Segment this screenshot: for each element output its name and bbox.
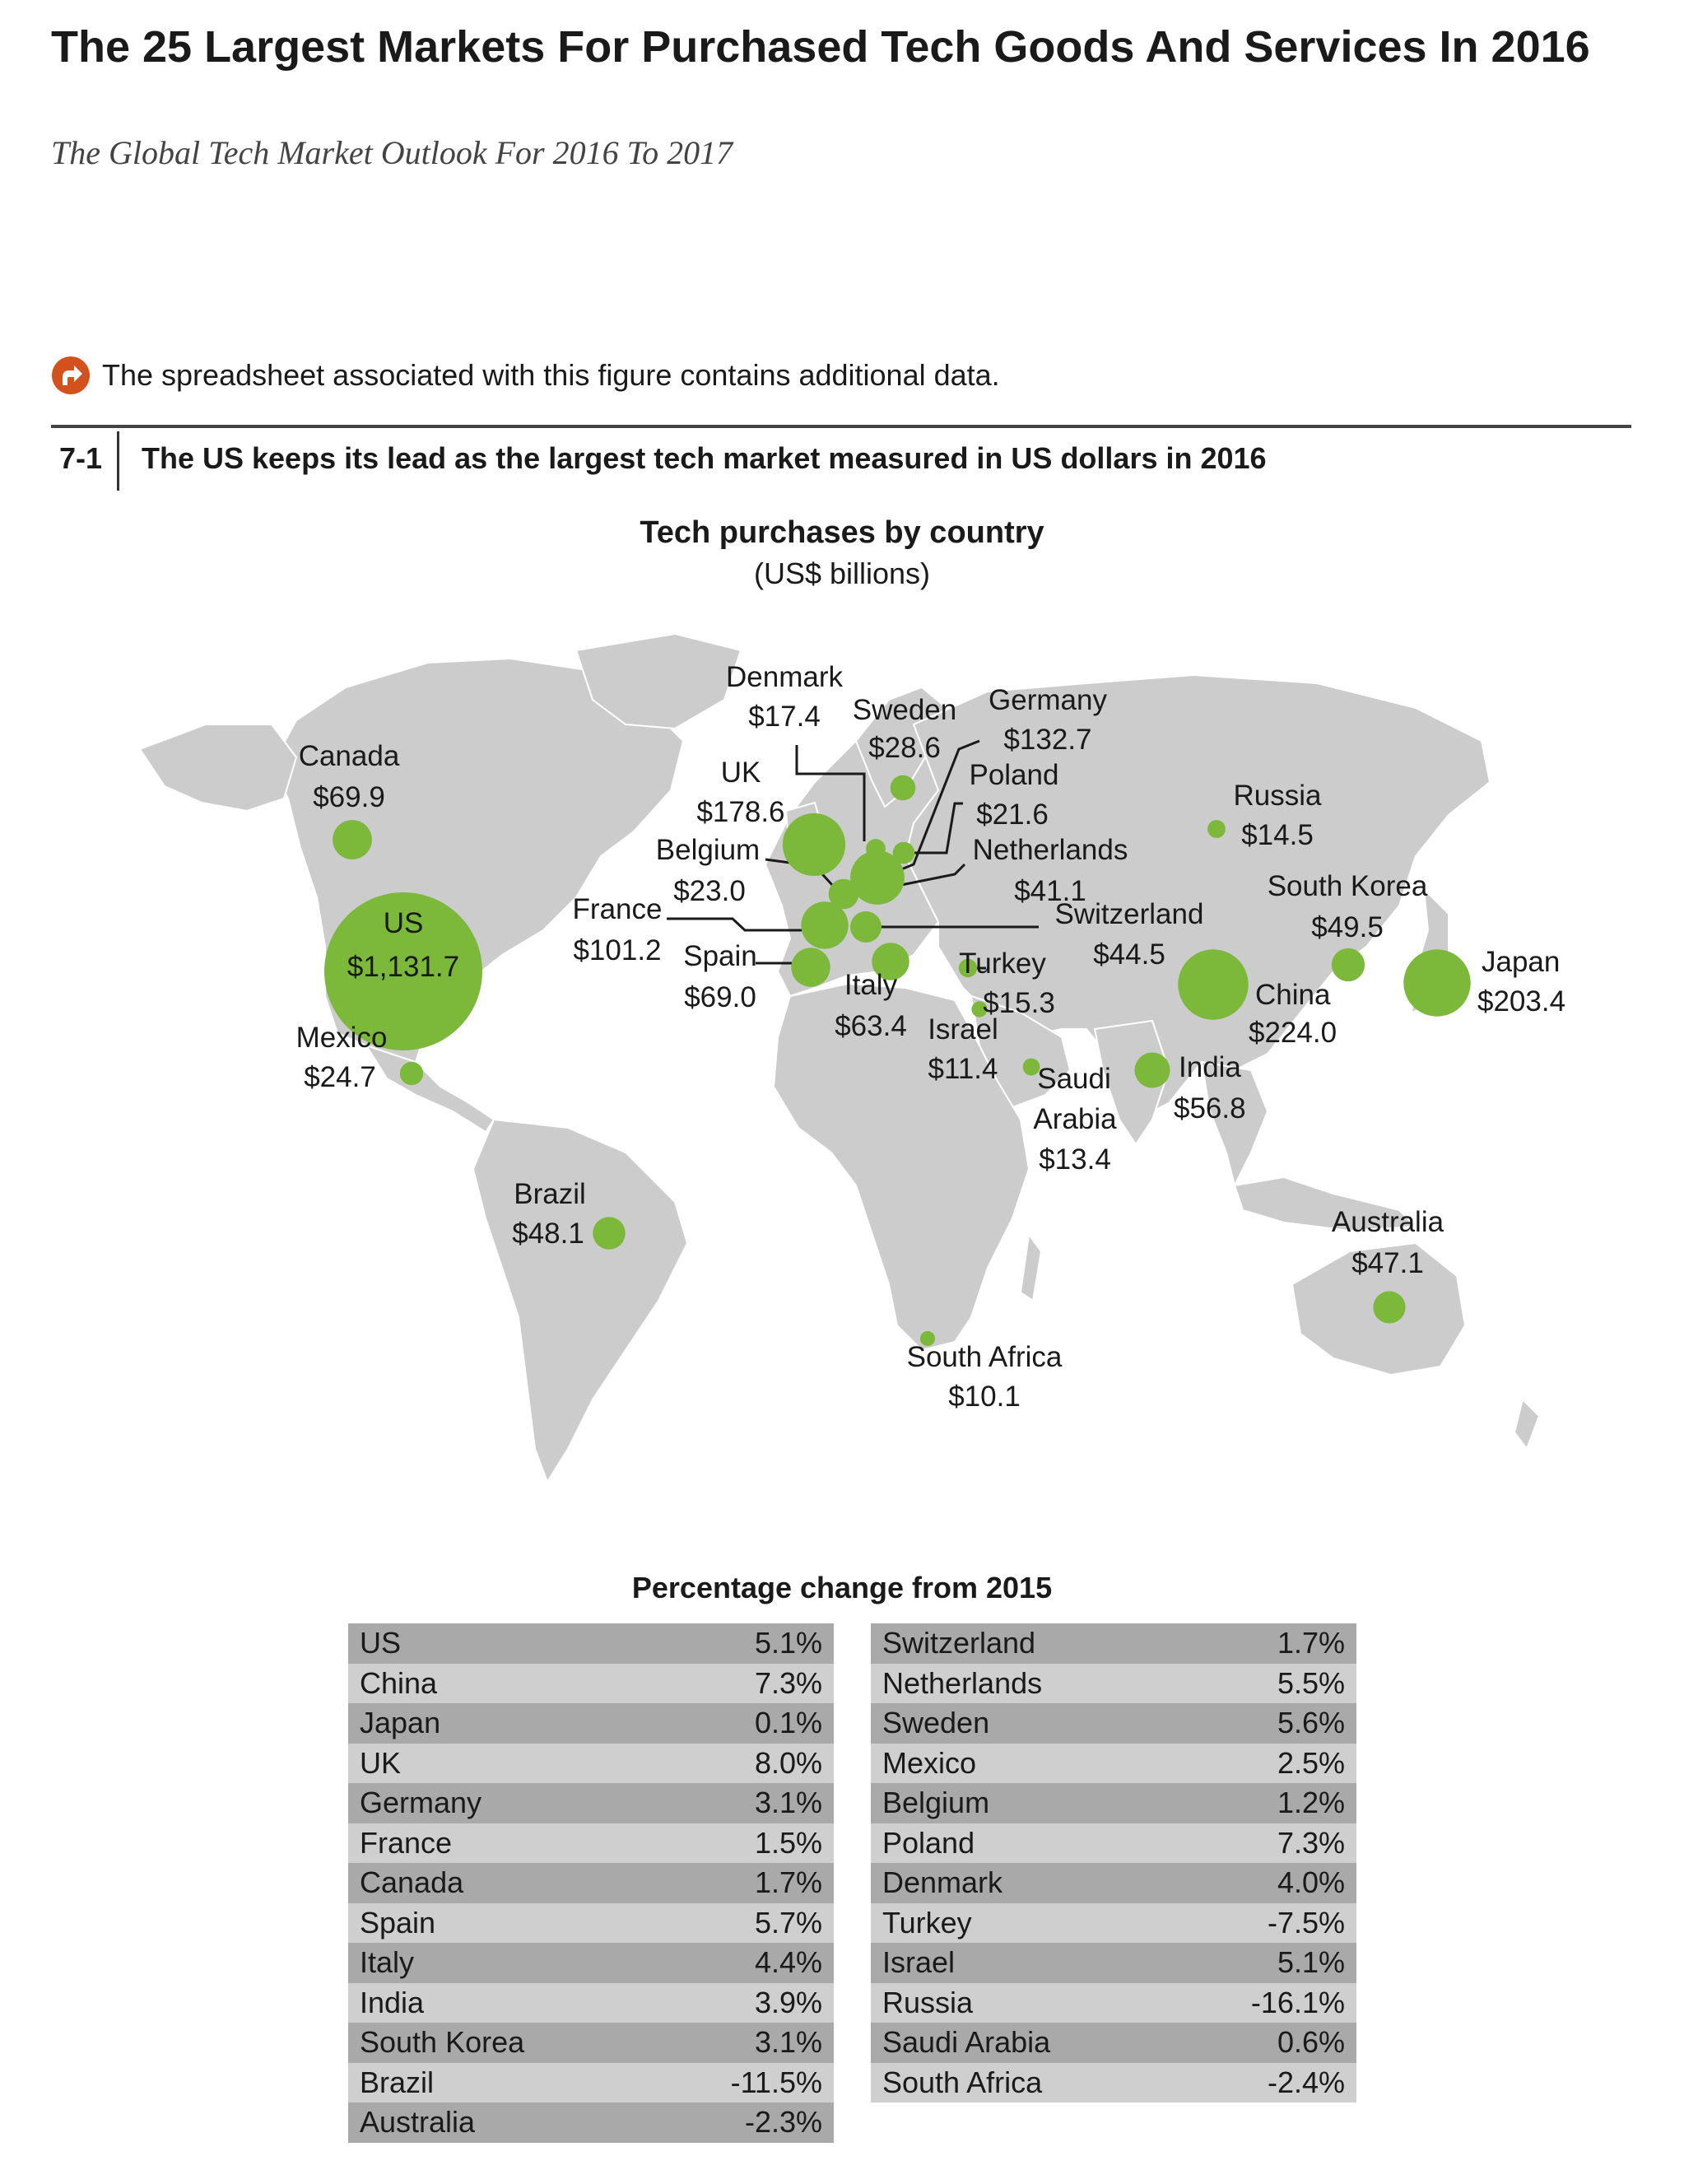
bubble-label-spain: Spain — [683, 940, 757, 972]
change-table-right — [871, 1623, 1356, 2103]
bubble-value-russia: $14.5 — [1241, 819, 1314, 851]
bubble-india — [1135, 1053, 1170, 1088]
bubble-value-switzerland: $44.5 — [1093, 938, 1165, 971]
bubble-brazil — [593, 1217, 626, 1250]
change-cell: 5.1% — [1277, 1945, 1345, 1980]
country-cell: Sweden — [882, 1706, 990, 1740]
figure-caption: The US keeps its lead as the largest tech market measured in US dollars in 2016 — [142, 441, 1267, 475]
bubble-value-poland: $21.6 — [976, 799, 1049, 831]
bubble-sweden — [891, 775, 916, 801]
table-row — [871, 2063, 1356, 2103]
bubble-label-poland: Poland — [969, 759, 1059, 791]
country-cell: Canada — [360, 1865, 464, 1900]
bubble-label-germany: Germany — [989, 684, 1107, 716]
change-cell: 0.6% — [1277, 2025, 1345, 2060]
bubble-value-sweden: $28.6 — [868, 732, 941, 764]
table-row — [871, 2023, 1356, 2063]
table-row — [348, 2023, 834, 2063]
bubble-value-belgium: $23.0 — [673, 875, 746, 907]
chart-title: Tech purchases by country — [640, 515, 1044, 550]
change-cell: 4.4% — [754, 1945, 822, 1980]
country-cell: Brazil — [360, 2065, 435, 2099]
table-row — [871, 1744, 1356, 1784]
bubble-label-us: US — [383, 907, 424, 939]
change-cell: 5.7% — [754, 1905, 822, 1940]
bubble-value-saudi-arabia: $13.4 — [1039, 1143, 1111, 1176]
change-cell: 3.9% — [754, 1985, 822, 2019]
bubble-canada — [333, 820, 372, 859]
table-row — [871, 1703, 1356, 1744]
country-cell: UK — [360, 1745, 402, 1780]
change-cell: 1.2% — [1277, 1786, 1345, 1820]
table-row — [871, 1983, 1356, 2023]
bubble-value-turkey: $15.3 — [983, 987, 1055, 1019]
country-cell: Japan — [360, 1706, 441, 1740]
bubble-value-china: $224.0 — [1249, 1017, 1337, 1049]
bubble-label-south-africa: South Africa — [906, 1341, 1063, 1373]
bubble-value-germany: $132.7 — [1003, 724, 1092, 756]
note-text: The spreadsheet associated with this figure contains additional data. — [102, 358, 1000, 392]
bubble-label-brazil: Brazil — [514, 1178, 586, 1210]
bubble-label-denmark: Denmark — [726, 661, 843, 693]
bubble-value-france: $101.2 — [573, 934, 662, 966]
bubble-value-brazil: $48.1 — [512, 1218, 584, 1250]
bubble-label-australia: Australia — [1331, 1206, 1444, 1238]
bubble-china — [1178, 949, 1248, 1019]
country-cell: France — [360, 1825, 453, 1860]
bubble-label-saudi-arabia-line2: Arabia — [1033, 1103, 1117, 1135]
bubble-japan — [1403, 949, 1470, 1016]
bubble-label-uk: UK — [720, 757, 761, 789]
table-row — [871, 1823, 1356, 1864]
country-cell: Israel — [882, 1945, 956, 1980]
bubble-label-belgium: Belgium — [655, 834, 761, 866]
change-table-left — [348, 1623, 834, 2143]
bubble-value-israel: $11.4 — [928, 1053, 998, 1085]
bubble-label-france: France — [572, 893, 663, 925]
table-row — [871, 1783, 1356, 1823]
bubble-spain — [791, 948, 830, 986]
bubble-value-denmark: $17.4 — [748, 701, 821, 733]
bubble-value-south-korea: $49.5 — [1311, 911, 1384, 943]
bubble-label-turkey: Turkey — [959, 948, 1046, 980]
table-row — [348, 2103, 834, 2143]
country-cell: Italy — [360, 1945, 415, 1980]
bubble-value-uk: $178.6 — [696, 796, 785, 828]
figure-number: 7-1 — [59, 441, 103, 475]
country-cell: China — [360, 1665, 438, 1700]
bubble-label-israel: Israel — [928, 1013, 998, 1045]
table-row — [348, 1983, 834, 2023]
country-cell: Mexico — [882, 1745, 977, 1780]
change-cell: 7.3% — [1277, 1825, 1345, 1860]
bubble-label-russia: Russia — [1233, 780, 1322, 812]
bubble-poland — [893, 842, 915, 864]
table-row — [348, 1863, 834, 1903]
bubble-label-china: China — [1255, 979, 1331, 1011]
table-row — [348, 1664, 834, 1704]
bubble-mexico — [400, 1062, 423, 1085]
bubble-australia — [1373, 1291, 1405, 1323]
table-row — [871, 1903, 1356, 1944]
table-row — [871, 1623, 1356, 1664]
change-cell: -2.3% — [744, 2105, 822, 2140]
change-cell: 5.1% — [754, 1626, 822, 1660]
bubble-russia — [1207, 820, 1226, 838]
leader-line-france — [667, 919, 805, 930]
page-title: The 25 Largest Markets For Purchased Tech Goods And Services In 2016 — [51, 22, 1590, 72]
bubble-value-us: $1,131.7 — [347, 951, 460, 983]
table-row — [348, 1783, 834, 1823]
bubble-value-south-africa: $10.1 — [948, 1381, 1021, 1413]
bubble-value-spain: $69.0 — [684, 981, 756, 1013]
bubble-value-mexico: $24.7 — [304, 1061, 376, 1093]
table-title: Percentage change from 2015 — [631, 1571, 1053, 1604]
change-cell: 1.7% — [754, 1865, 822, 1900]
page-subtitle: The Global Tech Market Outlook For 2016 To 2017 — [51, 134, 733, 171]
chart-subtitle: (US$ billions) — [753, 556, 931, 590]
country-cell: South Korea — [360, 2025, 525, 2060]
bubble-label-south-korea: South Korea — [1267, 870, 1428, 902]
bubble-value-japan: $203.4 — [1477, 985, 1566, 1017]
change-cell: 3.1% — [754, 1786, 822, 1820]
country-cell: US — [360, 1626, 402, 1660]
table-row — [348, 1703, 834, 1744]
bubble-switzerland — [850, 911, 882, 943]
table-row — [871, 1943, 1356, 1983]
bubble-denmark — [866, 839, 886, 859]
bubble-uk — [783, 813, 845, 876]
country-cell: Germany — [360, 1786, 482, 1820]
change-cell: 4.0% — [1277, 1865, 1345, 1900]
country-cell: Belgium — [882, 1786, 990, 1820]
country-cell: South Africa — [882, 2065, 1043, 2099]
country-cell: Turkey — [882, 1905, 972, 1940]
table-row — [871, 1664, 1356, 1704]
bubble-label-india: India — [1179, 1051, 1241, 1083]
change-cell: 1.7% — [1277, 1626, 1345, 1660]
bubble-label-italy: Italy — [844, 969, 898, 1001]
bubble-label-saudi-arabia: Saudi — [1037, 1063, 1111, 1095]
table-row — [348, 1623, 834, 1664]
change-cell: 3.1% — [754, 2025, 822, 2060]
table-row — [348, 1744, 834, 1784]
country-cell: Australia — [360, 2105, 476, 2140]
country-cell: Saudi Arabia — [882, 2025, 1051, 2060]
table-row — [348, 1823, 834, 1864]
country-cell: Spain — [360, 1905, 436, 1940]
bubble-value-australia: $47.1 — [1351, 1247, 1424, 1279]
change-cell: 1.5% — [754, 1825, 822, 1860]
country-cell: Denmark — [882, 1865, 1003, 1900]
change-cell: 2.5% — [1277, 1745, 1345, 1780]
change-cell: 5.5% — [1277, 1665, 1345, 1700]
change-cell: 5.6% — [1277, 1706, 1345, 1740]
bubble-belgium — [829, 882, 851, 905]
country-cell: Russia — [882, 1985, 974, 2019]
country-cell: India — [360, 1985, 425, 2019]
bubble-value-india: $56.8 — [1174, 1092, 1246, 1125]
bubble-value-canada: $69.9 — [313, 781, 385, 813]
bubble-south-korea — [1332, 948, 1365, 981]
bubble-label-canada: Canada — [298, 740, 400, 772]
country-cell: Switzerland — [882, 1626, 1036, 1660]
change-cell: -2.4% — [1267, 2065, 1345, 2099]
change-cell: -16.1% — [1250, 1985, 1345, 2019]
change-cell: 7.3% — [754, 1665, 822, 1700]
bubble-label-japan: Japan — [1482, 946, 1561, 978]
change-cell: -7.5% — [1267, 1905, 1345, 1940]
table-row — [871, 1863, 1356, 1903]
bubble-value-italy: $63.4 — [835, 1010, 907, 1042]
table-row — [348, 2063, 834, 2103]
country-cell: Netherlands — [882, 1665, 1043, 1700]
table-row — [348, 1943, 834, 1983]
country-cell: Poland — [882, 1825, 975, 1860]
bubble-label-netherlands: Netherlands — [972, 834, 1128, 866]
change-cell: -11.5% — [730, 2065, 822, 2099]
bubble-value-netherlands: $41.1 — [1014, 875, 1086, 907]
bubble-label-mexico: Mexico — [295, 1022, 388, 1054]
change-cell: 8.0% — [754, 1745, 822, 1780]
change-cell: 0.1% — [754, 1706, 822, 1740]
bubble-label-sweden: Sweden — [852, 694, 957, 726]
bubble-label-switzerland: Switzerland — [1054, 898, 1204, 930]
table-row — [348, 1903, 834, 1944]
